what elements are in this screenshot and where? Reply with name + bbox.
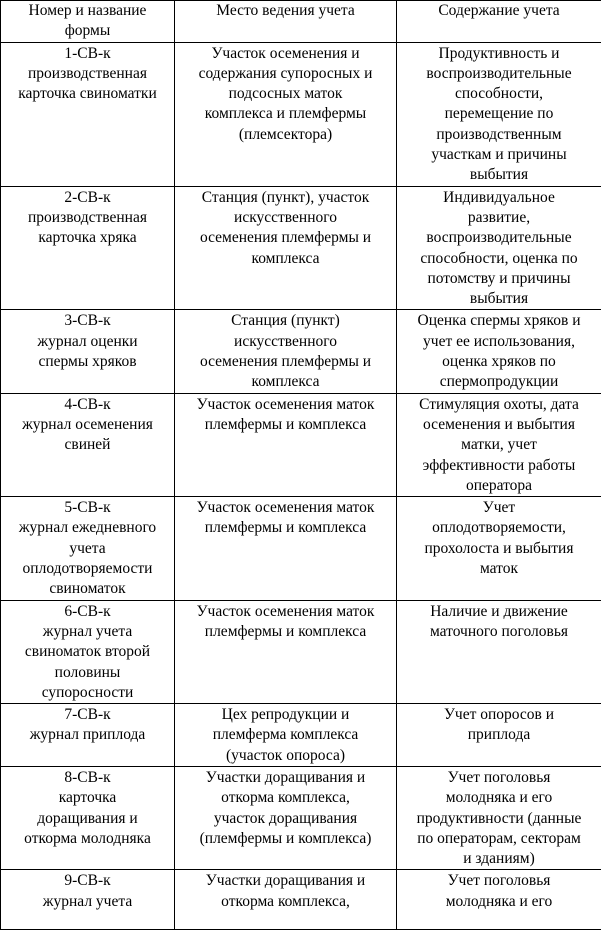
header-location: Место ведения учета [175, 1, 397, 43]
cell-content: Оценка спермы хряков и учет ее использования, оценка хряков по спермопродукции [397, 310, 601, 393]
cell-location: Участок осеменения маток племфермы и комплекса [175, 600, 397, 703]
table-row [1, 42, 601, 186]
cell-form-name: 1-СВ-к производственная карточка свиноматки [1, 42, 175, 186]
cell-location: Станция (пункт), участок искусственного осеменения племфермы и комплекса [175, 186, 397, 310]
cell-content: Учет поголовья молодняка и его [397, 870, 601, 930]
cell-content: Учет оплодотворяемости, прохолоста и выбытия маток [397, 497, 601, 600]
cell-form-name: 6-СВ-к журнал учета свиноматок второй половины супоросности [1, 600, 175, 703]
cell-location: Участки доращивания и откорма комплекса, [175, 870, 397, 930]
cell-form-name: 8-СВ-к карточка доращивания и откорма молодняка [1, 766, 175, 869]
cell-form-name: 4-СВ-к журнал осеменения свиней [1, 393, 175, 496]
cell-location: Участок осеменения маток племфермы и комплекса [175, 497, 397, 600]
cell-location: Участки доращивания и откорма комплекса, участок доращивания (племфермы и комплекса) [175, 766, 397, 869]
table-row [1, 870, 601, 930]
table-row [1, 497, 601, 600]
cell-form-name: 7-СВ-к журнал приплода [1, 704, 175, 767]
cell-form-name: 9-СВ-к журнал учета [1, 870, 175, 930]
table-row [1, 766, 601, 869]
table-row [1, 186, 601, 310]
cell-content: Учет опоросов и приплода [397, 704, 601, 767]
cell-location: Цех репродукции и племферма комплекса (участок опороса) [175, 704, 397, 767]
cell-form-name: 2-СВ-к производственная карточка хряка [1, 186, 175, 310]
header-form-name: Номер и название формы [1, 1, 175, 43]
table-row [1, 704, 601, 767]
cell-form-name: 5-СВ-к журнал ежедневного учета оплодотворяемости свиноматок [1, 497, 175, 600]
table-row [1, 310, 601, 393]
cell-content: Стимуляция охоты, дата осеменения и выбытия матки, учет эффективности работы оператора [397, 393, 601, 496]
table-header-row [1, 1, 601, 43]
cell-location: Участок осеменения и содержания супоросных и подсосных маток комплекса и племфермы (племсектора) [175, 42, 397, 186]
cell-content: Учет поголовья молодняка и его продуктивности (данные по операторам, секторам и зданиям) [397, 766, 601, 869]
cell-content: Наличие и движение маточного поголовья [397, 600, 601, 703]
table-row [1, 600, 601, 703]
cell-content: Продуктивность и воспроизводительные способности, перемещение по производственным участкам и причины выбытия [397, 42, 601, 186]
header-content: Содержание учета [397, 1, 601, 43]
cell-form-name: 3-СВ-к журнал оценки спермы хряков [1, 310, 175, 393]
table-row [1, 393, 601, 496]
cell-content: Индивидуальное развитие, воспроизводительные способности, оценка по потомству и причины выбытия [397, 186, 601, 310]
cell-location: Станция (пункт) искусственного осеменения племфермы и комплекса [175, 310, 397, 393]
cell-location: Участок осеменения маток племфермы и комплекса [175, 393, 397, 496]
